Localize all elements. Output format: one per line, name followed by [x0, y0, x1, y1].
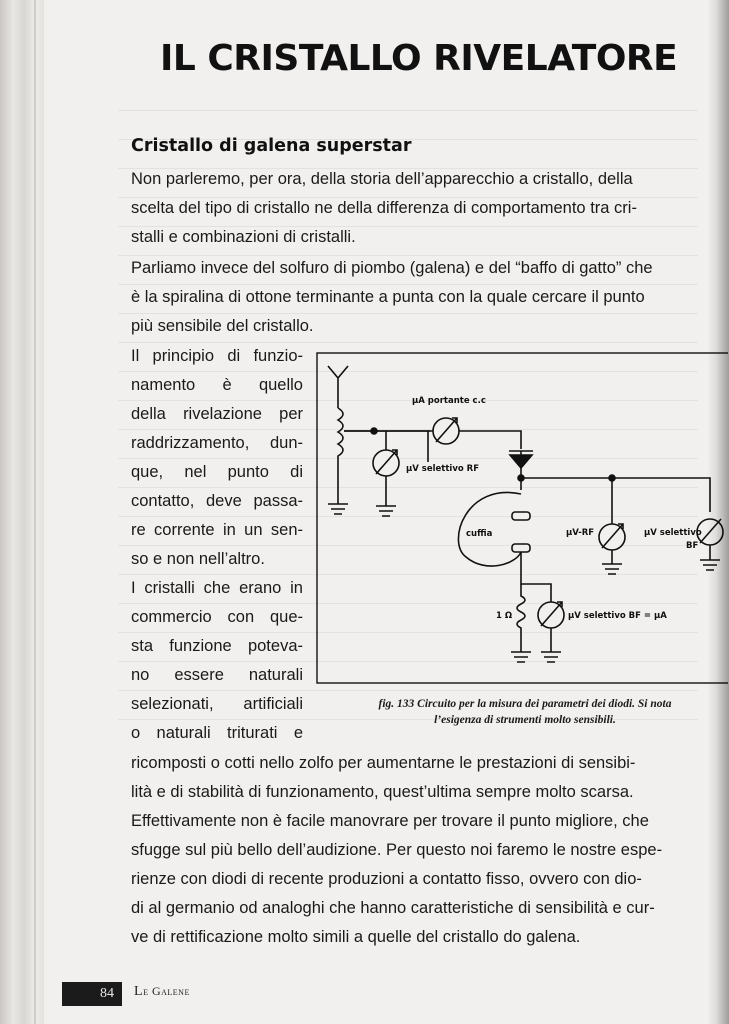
junction-dot [609, 475, 615, 481]
text-line: è la spiralina di ottone terminante a punta con la quale cercare il punto [131, 288, 645, 306]
caption-line: l’esigenza di strumenti molto sensibili. [434, 714, 616, 726]
label-uv-selettivo-bf-ua: µV selettivo BF = µA [568, 611, 667, 621]
text-line: stalli e combinazioni di cristalli. [131, 228, 356, 246]
paragraph-3 [131, 749, 697, 952]
paragraph-1 [131, 165, 697, 252]
circuit-figure [316, 352, 728, 684]
resistor-symbol [517, 584, 525, 652]
page-edge [0, 0, 44, 1024]
label-ua-portante: µA portante c.c [412, 396, 486, 406]
text-line: ricomposti o cotti nello zolfo per aumentarne le prestazioni di sensibi- [131, 754, 636, 772]
text-line: que, nel punto di [131, 463, 303, 481]
label-uv-selettivo-rf: µV selettivo RF [406, 464, 480, 474]
text-line: Effettivamente non è facile manovrare per trovare il punto migliore, che [131, 812, 649, 830]
text-line: sta funzione poteva- [131, 637, 303, 655]
ground-symbol [602, 550, 622, 574]
antenna-symbol [328, 366, 348, 408]
text-line: Parliamo invece del solfuro di piombo (galena) e del “baffo di gatto” che [131, 259, 653, 277]
text-line: più sensibile del cristallo. [131, 317, 314, 335]
coil-symbol [338, 408, 343, 504]
section-heading: Cristallo di galena superstar [131, 136, 412, 156]
text-line: Non parleremo, per ora, della storia dell’apparecchio a cristallo, della [131, 170, 633, 188]
text-line: so e non nell’altro. [131, 550, 265, 568]
text-line: ve di rettificazione molto simili a quelle del cristallo do galena. [131, 928, 581, 946]
text-line: commercio con que- [131, 608, 303, 626]
figure-caption [336, 696, 714, 728]
text-line: raddrizzamento, dun- [131, 434, 303, 452]
running-footer-title: Le Galene [134, 984, 190, 999]
ground-symbol [376, 476, 396, 516]
text-line: I cristalli che erano in [131, 579, 303, 597]
text-line: re corrente in un sen- [131, 521, 303, 539]
wire [521, 552, 551, 602]
wire [521, 478, 710, 512]
text-line: o naturali triturati e [131, 724, 303, 742]
narrow-column-text [131, 342, 303, 748]
text-line: della rivelazione per [131, 405, 303, 423]
text-line: Il principio di funzio- [131, 347, 303, 365]
label-resistor: 1 Ω [496, 611, 513, 621]
text-line: contatto, deve passa- [131, 492, 303, 510]
label-uv-selettivo-bf: µV selettivo [644, 528, 702, 538]
paragraph-2 [131, 254, 697, 341]
text-line: no essere naturali [131, 666, 303, 684]
ground-symbol [328, 504, 348, 514]
text-line: rienze con diodi di recente produzioni a contatto fisso, ovvero con dio- [131, 870, 642, 888]
circuit-diagram [316, 352, 728, 684]
page-title: IL CRISTALLO RIVELATORE [160, 38, 678, 79]
label-bf: BF [686, 541, 699, 551]
text-line: lità e di stabilità di funzionamento, quest’ultima sempre molto scarsa. [131, 783, 634, 801]
binding-shadow [707, 0, 729, 1024]
diode-symbol [510, 455, 532, 468]
page-number: 84 [62, 982, 122, 1006]
text-line: scelta del tipo di cristallo ne della differenza di comportamento tra cri- [131, 199, 637, 217]
headphone-earpiece [512, 512, 530, 520]
text-line: selezionati, artificiali [131, 695, 303, 713]
ground-symbol [541, 628, 561, 662]
text-line: namento è quello [131, 376, 303, 394]
caption-line: fig. 133 Circuito per la misura dei parametri dei diodi. Si nota [378, 698, 672, 710]
text-line: sfugge sul più bello dell’audizione. Per questo noi faremo le nostre espe- [131, 841, 663, 859]
headphone-earpiece [512, 544, 530, 552]
label-cuffia: cuffia [466, 529, 493, 539]
label-uv-rf: µV-RF [566, 528, 595, 538]
junction-dot [371, 428, 377, 434]
ground-symbol [511, 652, 531, 662]
text-line: di al germanio od analoghi che hanno caratteristiche di sensibilità e cur- [131, 899, 655, 917]
